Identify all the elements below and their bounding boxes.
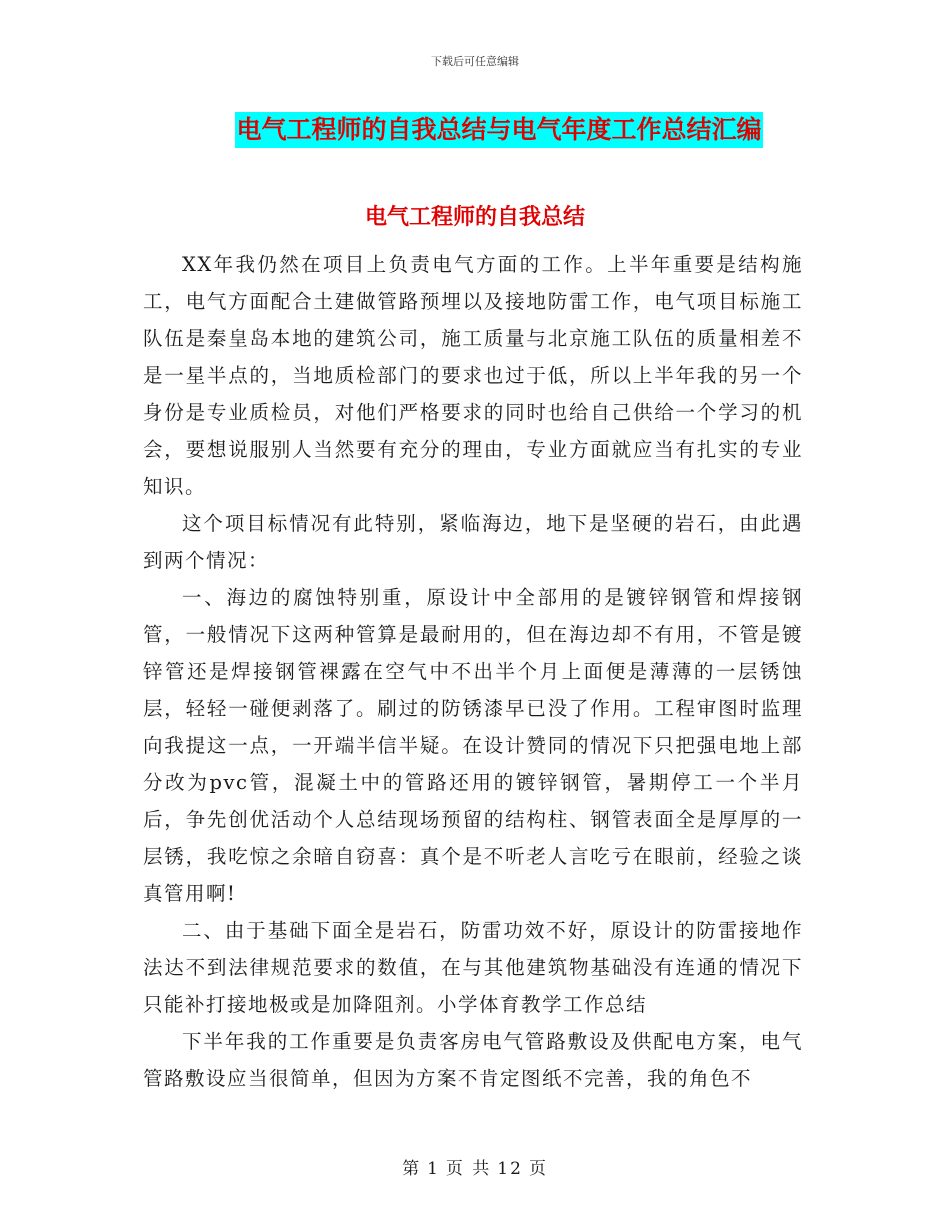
paragraph: 一、海边的腐蚀特别重，原设计中全部用的是镀锌钢管和焊接钢管，一般情况下这两种管算是最耐用的，但在海边却不有用，不管是镀锌管还是焊接钢管裸露在空气中不出半个月上面便是薄薄的一层锈蚀层，轻轻一碰便剥落了。刷过的防锈漆早已没了作用。工程审图时监理向我提这一点，一开端半信半疑。在设计赞同的情况下只把强电地上部分改为pvc管，混凝土中的管路还用的镀锌钢管，暑期停工一个半月后，争先创优活动个人总结现场预留的结构柱、钢管表面全是厚厚的一层锈，我吃惊之余暗自窃喜：真个是不听老人言吃亏在眼前，经验之谈真管用啊! [143, 586, 803, 905]
page-total: 12 [497, 1159, 523, 1179]
document-title-wrap [0, 112, 950, 148]
footer-prefix: 第 [402, 1159, 422, 1179]
section-title: 电气工程师的自我总结 [364, 205, 585, 230]
page-number: 1 [427, 1159, 440, 1179]
paragraph: 这个项目标情况有此特别，紧临海边，地下是坚硬的岩石，由此遇到两个情况： [143, 512, 803, 572]
body-text [143, 246, 803, 1097]
header-note: 下载后可任意编辑 [431, 55, 519, 68]
document-title: 电气工程师的自我总结与电气年度工作总结汇编 [235, 112, 762, 148]
paragraph: 下半年我的工作重要是负责客房电气管路敷设及供配电方案，电气管路敷设应当很简单，但因为方案不肯定图纸不完善，我的角色不 [143, 1030, 803, 1090]
paragraph: 二、由于基础下面全是岩石，防雷功效不好，原设计的防雷接地作法达不到法律规范要求的数值，在与其他建筑物基础没有连通的情况下只能补打接地极或是加降阻剂。小学体育教学工作总结 [143, 919, 803, 1016]
footer-middle: 页 共 [445, 1159, 492, 1179]
paragraph: XX年我仍然在项目上负责电气方面的工作。上半年重要是结构施工，电气方面配合土建做管路预埋以及接地防雷工作，电气项目标施工队伍是秦皇岛本地的建筑公司，施工质量与北京施工队伍的质量相差不是一星半点的，当地质检部门的要求也过于低，所以上半年我的另一个身份是专业质检员，对他们严格要求的同时也给自己供给一个学习的机会，要想说服别人当然要有充分的理由，专业方面就应当有扎实的专业知识。 [143, 253, 803, 498]
footer-suffix: 页 [528, 1159, 548, 1179]
page-footer [0, 1154, 950, 1179]
